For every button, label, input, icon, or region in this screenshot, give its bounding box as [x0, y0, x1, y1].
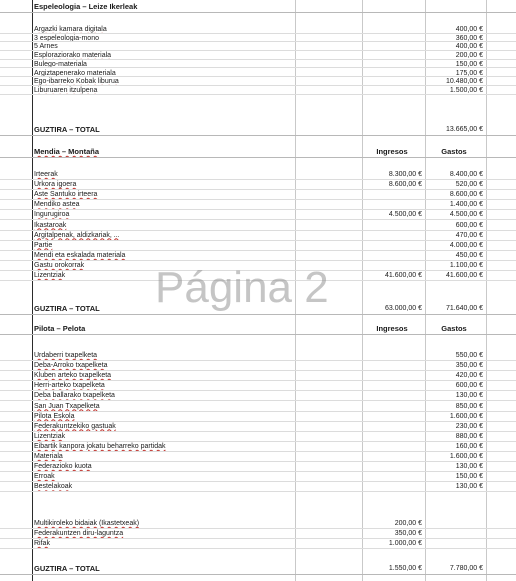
row-gastos: 880,00 €: [455, 432, 483, 440]
row-gastos: 420,00 €: [455, 372, 483, 380]
table-row[interactable]: [0, 60, 516, 69]
row-label: Federakuntzekiko gastuak: [34, 422, 116, 430]
row-gastos: [425, 519, 485, 528]
row-label: Lizentziak: [34, 272, 66, 279]
row-ingresos: [362, 25, 424, 33]
section-header-row[interactable]: [0, 145, 516, 158]
row-ingresos: [362, 432, 424, 441]
row-ingresos: 41.600,00 €: [385, 272, 422, 279]
row-label: San Juan Txapelketa: [34, 402, 100, 410]
row-ingresos: [362, 241, 424, 250]
row-label: Urkora igoera: [34, 181, 77, 189]
row-label: Argitalpenak, aldizkariak, ...: [34, 231, 120, 239]
column-header-gastos: Gastos: [441, 324, 467, 333]
row-ingresos: [362, 452, 424, 461]
row-label: Kluben arteko txapelketa: [34, 372, 112, 380]
table-row[interactable]: [0, 462, 516, 472]
table-row[interactable]: [0, 221, 516, 231]
total-ingresos: 1.550,00 €: [388, 565, 422, 572]
row-gastos: 850,00 €: [455, 402, 483, 410]
row-gastos: 230,00 €: [455, 422, 483, 430]
row-gastos: 1.100,00 €: [449, 261, 483, 269]
table-row[interactable]: [0, 261, 516, 271]
row-gastos: 8.600,00 €: [449, 191, 483, 199]
row-gastos: 150,00 €: [455, 60, 483, 68]
row-ingresos: [362, 371, 424, 380]
row-gastos: 130,00 €: [455, 463, 483, 471]
row-ingresos: [362, 351, 424, 360]
total-ingresos: [362, 123, 424, 135]
row-label: Ingurugiroa: [34, 211, 70, 219]
row-ingresos: [362, 86, 424, 94]
row-label: Esploraziorako materiala: [34, 52, 112, 59]
table-row[interactable]: [0, 391, 516, 401]
row-label: Materiala: [34, 453, 63, 460]
table-row[interactable]: [0, 77, 516, 86]
row-ingresos: [362, 472, 424, 481]
table-row[interactable]: [0, 170, 516, 180]
total-gastos: 71.640,00 €: [446, 305, 483, 312]
total-label: GUZTIRA – TOTAL: [34, 564, 100, 573]
table-row[interactable]: [0, 381, 516, 391]
row-label: Irteerak: [34, 171, 58, 178]
row-label: Herri-arteko txapelketa: [34, 382, 105, 390]
total-row[interactable]: [0, 562, 516, 575]
column-header-ingresos: Ingresos: [376, 324, 408, 333]
row-label: Deba ballarako txapelketa: [34, 392, 115, 400]
table-row[interactable]: [0, 251, 516, 261]
row-gastos: 4.500,00 €: [449, 211, 483, 219]
table-row[interactable]: [0, 539, 516, 549]
table-row[interactable]: [0, 42, 516, 51]
row-ingresos: 200,00 €: [394, 520, 422, 527]
row-label: Argiztapenerako materiala: [34, 69, 116, 77]
row-gastos: [425, 539, 485, 548]
row-gastos: 4.000,00 €: [449, 241, 483, 249]
row-ingresos: [362, 60, 424, 68]
table-row[interactable]: [0, 472, 516, 482]
table-row[interactable]: [0, 34, 516, 43]
section-title: Espeleologia – Leize Ikerleak: [34, 2, 138, 11]
table-row[interactable]: [0, 371, 516, 381]
row-label: Mendi eta eskalada materiala: [34, 251, 126, 259]
row-ingresos: [362, 190, 424, 199]
row-gastos: 8.400,00 €: [449, 171, 483, 178]
row-ingresos: [362, 69, 424, 77]
total-label: GUZTIRA – TOTAL: [34, 304, 100, 313]
row-ingresos: [362, 231, 424, 240]
row-label: Argazki kamara digitala: [34, 26, 107, 33]
row-label: Federakuntzen diru-laguntza: [34, 530, 124, 538]
row-ingresos: [362, 42, 424, 50]
row-label: Partie: [34, 241, 53, 249]
total-gastos: 7.780,00 €: [449, 565, 483, 572]
row-gastos: 150,00 €: [455, 473, 483, 481]
table-row[interactable]: [0, 442, 516, 452]
row-gastos: 1.400,00 €: [449, 201, 483, 209]
table-row[interactable]: [0, 86, 516, 95]
row-label: 5 Arnes: [34, 43, 58, 51]
row-ingresos: [362, 412, 424, 421]
row-gastos: 450,00 €: [455, 251, 483, 259]
table-row[interactable]: [0, 519, 516, 529]
row-gastos: 160,00 €: [455, 442, 483, 450]
table-row[interactable]: [0, 351, 516, 361]
row-ingresos: 8.300,00 €: [388, 171, 422, 178]
row-label: Urdaberri txapelketa: [34, 352, 98, 359]
table-row[interactable]: [0, 361, 516, 371]
row-gastos: 520,00 €: [455, 181, 483, 189]
row-gastos: 41.600,00 €: [446, 272, 483, 279]
row-ingresos: 4.500,00 €: [388, 211, 422, 219]
section-header-row[interactable]: [0, 0, 516, 13]
row-gastos: 175,00 €: [455, 69, 483, 77]
table-row[interactable]: [0, 210, 516, 220]
row-gastos: 130,00 €: [455, 392, 483, 400]
row-gastos: 600,00 €: [455, 382, 483, 390]
total-row[interactable]: [0, 302, 516, 315]
row-ingresos: [362, 221, 424, 230]
row-label: Ego-ibarreko Kobak liburua: [34, 78, 119, 85]
row-gastos: 550,00 €: [455, 352, 483, 359]
row-gastos: 400,00 €: [455, 26, 483, 33]
total-label: GUZTIRA – TOTAL: [34, 125, 100, 134]
section-title: Pilota – Pelota: [34, 324, 86, 333]
row-gastos: 10.480,00 €: [446, 78, 483, 85]
row-label: Aste Santuko irteera: [34, 191, 98, 199]
row-label: Bulego-materiala: [34, 60, 87, 68]
row-ingresos: 350,00 €: [394, 530, 422, 538]
row-label: Deba-Arroko txapelketa: [34, 362, 108, 370]
table-row[interactable]: [0, 200, 516, 210]
row-gastos: 200,00 €: [455, 52, 483, 59]
row-label: Lizentziak: [34, 432, 66, 440]
row-gastos: [425, 529, 485, 538]
section-header-row[interactable]: [0, 322, 516, 335]
table-row[interactable]: [0, 231, 516, 241]
row-ingresos: [362, 402, 424, 411]
row-ingresos: [362, 391, 424, 400]
row-ingresos: [362, 482, 424, 491]
column-header-ingresos: Ingresos: [376, 147, 408, 156]
total-gastos: 13.665,00 €: [446, 126, 483, 133]
row-ingresos: [362, 34, 424, 42]
table-row[interactable]: [0, 529, 516, 539]
row-label: Eibartik kanpora jokatu beharreko partidak: [34, 442, 166, 450]
table-row[interactable]: [0, 452, 516, 462]
row-gastos: 360,00 €: [455, 34, 483, 42]
row-ingresos: [362, 361, 424, 370]
page-watermark: Página 2: [155, 263, 329, 312]
row-ingresos: [362, 422, 424, 431]
row-label: Federazioko kuota: [34, 463, 92, 471]
table-row[interactable]: [0, 412, 516, 422]
column-header-gastos: Gastos: [441, 147, 467, 156]
table-row[interactable]: [0, 271, 516, 281]
table-row[interactable]: [0, 69, 516, 78]
row-gastos: 130,00 €: [455, 483, 483, 491]
row-label: Erroak: [34, 473, 55, 481]
row-ingresos: 1.000,00 €: [388, 540, 422, 548]
row-gastos: 400,00 €: [455, 43, 483, 51]
row-ingresos: 8.600,00 €: [388, 181, 422, 189]
row-label: Multikiroleko bidaiak (Ikastetxeak): [34, 520, 140, 527]
row-gastos: 600,00 €: [455, 221, 483, 229]
row-gastos: 350,00 €: [455, 362, 483, 370]
table-row[interactable]: [0, 422, 516, 432]
table-row[interactable]: [0, 25, 516, 34]
row-label: Gastu orokorrak: [34, 261, 85, 269]
row-gastos: 1.500,00 €: [449, 86, 483, 94]
row-gastos: 1.600,00 €: [449, 412, 483, 420]
table-row[interactable]: [0, 402, 516, 412]
section-title: Mendia – Montaña: [34, 147, 100, 156]
row-ingresos: [362, 77, 424, 85]
row-label: Mendiko astea: [34, 201, 80, 209]
row-label: Ikastaroak: [34, 221, 67, 229]
row-ingresos: [362, 200, 424, 209]
table-row[interactable]: [0, 180, 516, 190]
row-ingresos: [362, 251, 424, 260]
row-ingresos: [362, 51, 424, 59]
total-row[interactable]: [0, 123, 516, 136]
table-row[interactable]: [0, 432, 516, 442]
row-label: Pilota Eskola: [34, 412, 75, 420]
row-label: Liburuaren itzulpena: [34, 86, 98, 94]
row-label: 3 espeleologia-mono: [34, 34, 99, 42]
row-label: Rifak: [34, 540, 50, 548]
table-row[interactable]: [0, 241, 516, 251]
table-row[interactable]: [0, 51, 516, 60]
table-row[interactable]: [0, 482, 516, 492]
row-ingresos: [362, 462, 424, 471]
row-gastos: 470,00 €: [455, 231, 483, 239]
row-gastos: 1.600,00 €: [449, 453, 483, 460]
row-ingresos: [362, 261, 424, 270]
row-label: Bestelakoak: [34, 483, 73, 491]
table-row[interactable]: [0, 190, 516, 200]
total-ingresos: 63.000,00 €: [385, 305, 422, 312]
row-ingresos: [362, 442, 424, 451]
row-ingresos: [362, 381, 424, 390]
